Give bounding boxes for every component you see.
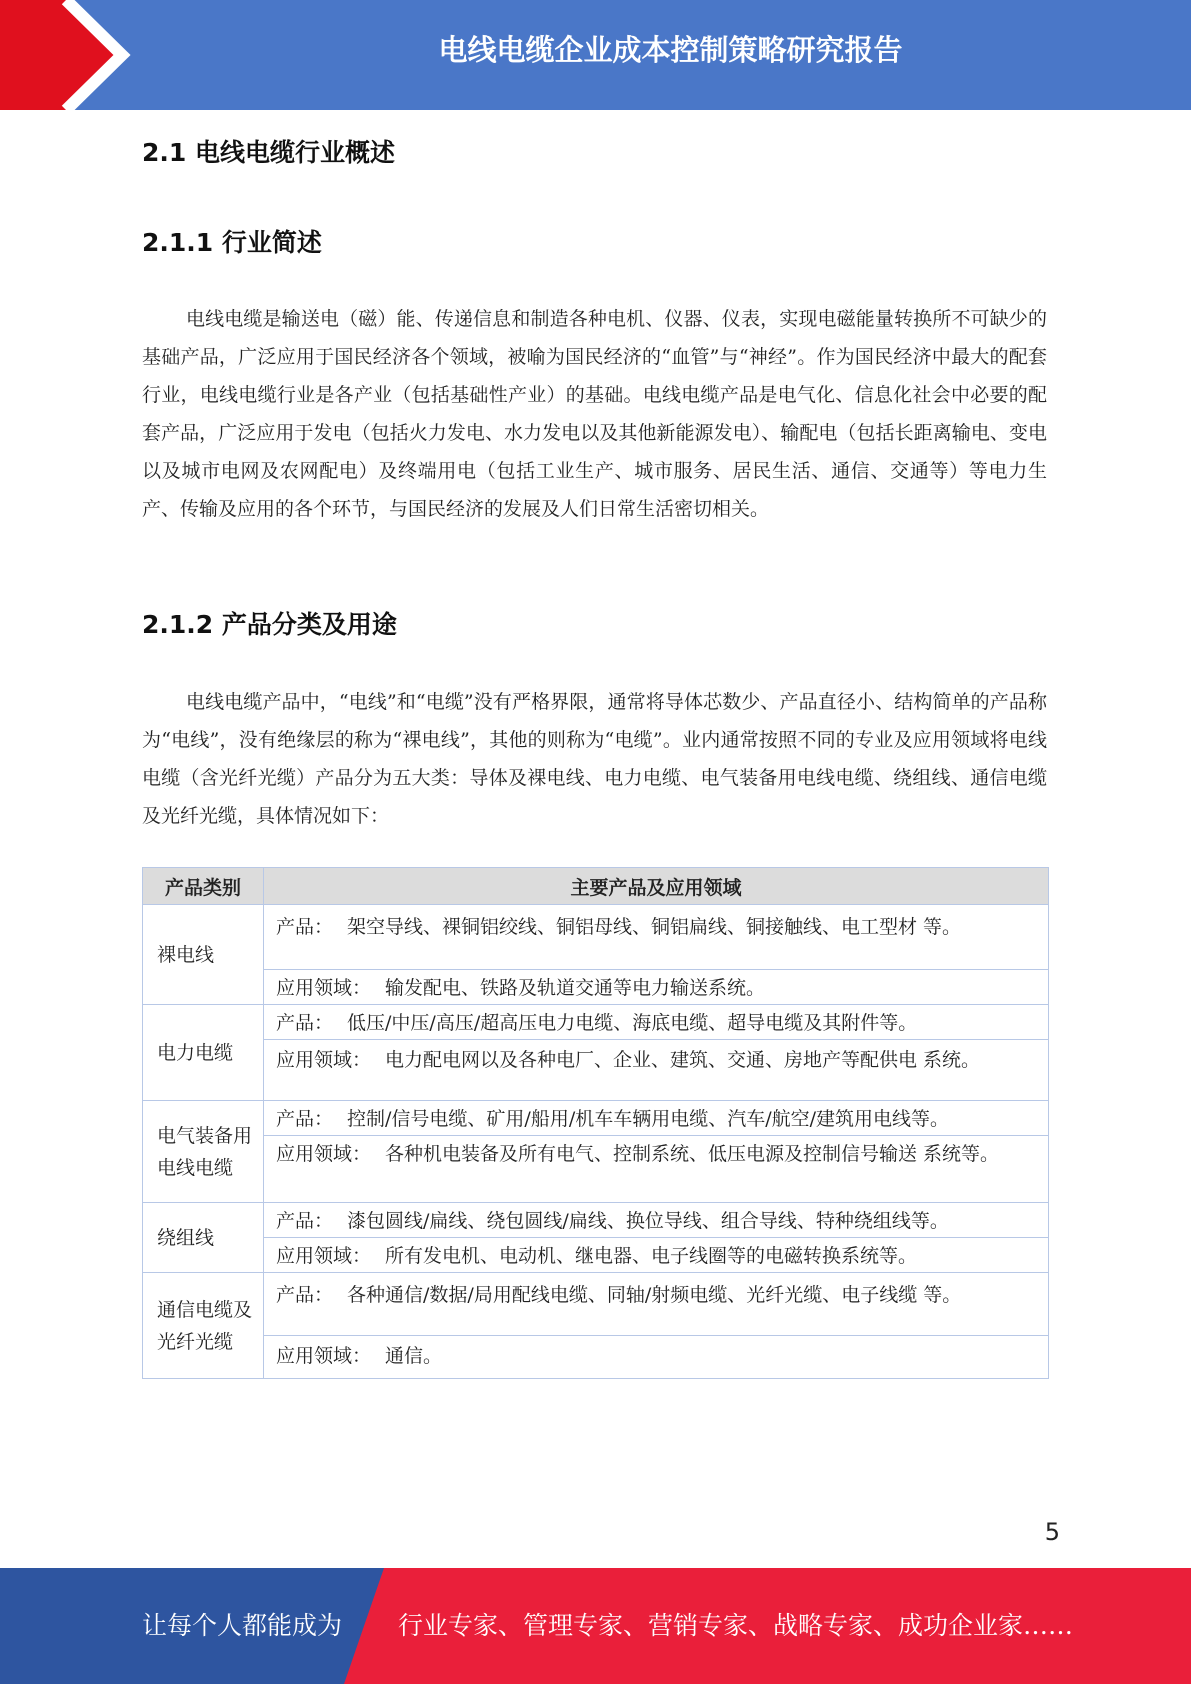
category-cell: 绕组线: [143, 1203, 264, 1273]
usage-label: 应用领域：: [276, 1049, 372, 1071]
usage-cell: [264, 1336, 1049, 1379]
usage-text: 输发配电、铁路及轨道交通等电力输送系统。: [385, 977, 766, 999]
usage-label: 应用领域：: [276, 1345, 372, 1367]
category-cell: 裸电线: [143, 905, 264, 1005]
footer-slogan-left: 让每个人都能成为: [142, 1611, 343, 1640]
red-arrow-icon: [0, 0, 160, 110]
product-cell: [264, 1101, 1049, 1136]
usage-cell: [264, 1238, 1049, 1273]
column-header-products: 主要产品及应用领域: [264, 868, 1049, 905]
usage-text: 电力配电网以及各种电厂、企业、建筑、交通、房地产等配供电 系统。: [385, 1049, 981, 1071]
product-text: 控制/信号电缆、矿用/船用/机车车辆用电缆、汽车/航空/建筑用电线等。: [347, 1108, 950, 1130]
section-heading-2-1-1: 2.1.1 行业简述: [142, 228, 322, 257]
table-header-row: [143, 868, 1049, 905]
product-text: 漆包圆线/扁线、绕包圆线/扁线、换位导线、组合导线、特种绕组线等。: [347, 1210, 949, 1232]
table-row: [143, 1273, 1049, 1336]
product-label: 产品：: [276, 916, 334, 938]
product-cell: [264, 905, 1049, 970]
usage-cell: [264, 1040, 1049, 1101]
product-text: 架空导线、裸铜铝绞线、铜铝母线、铜铝扁线、铜接触线、电工型材 等。: [347, 916, 962, 938]
category-cell: 通信电缆及光纤光缆: [143, 1273, 264, 1379]
table-row: [143, 1136, 1049, 1203]
footer-band: [0, 1568, 1191, 1684]
table-row: [143, 1040, 1049, 1101]
table-row: [143, 905, 1049, 970]
usage-label: 应用领域：: [276, 1143, 372, 1165]
usage-label: 应用领域：: [276, 1245, 372, 1267]
header-band: [0, 0, 1191, 110]
product-label: 产品：: [276, 1210, 334, 1232]
product-label: 产品：: [276, 1284, 334, 1306]
section-heading-2-1-2: 2.1.2 产品分类及用途: [142, 610, 397, 639]
paragraph-product-classification: 电线电缆产品中，“电线”和“电缆”没有严格界限，通常将导体芯数少、产品直径小、结构简单的产品称为“电线”，没有绝缘层的称为“裸电线”，其他的则称为“电缆”。业内通常按照不同的专业及应用领域将电线电缆（含光纤光缆）产品分为五大类：导体及裸电线、电力电缆、电气装备用电线电缆、绕组线、通信电缆及光纤光缆，具体情况如下：: [142, 691, 1047, 827]
product-label: 产品：: [276, 1108, 334, 1130]
product-cell: [264, 1203, 1049, 1238]
product-category-table: [142, 867, 1049, 1379]
usage-cell: [264, 1136, 1049, 1203]
page-number: 5: [1044, 1518, 1060, 1546]
usage-text: 各种机电装备及所有电气、控制系统、低压电源及控制信号输送 系统等。: [385, 1143, 1000, 1165]
section-heading-2-1: 2.1 电线电缆行业概述: [142, 138, 395, 167]
usage-text: 通信。: [385, 1345, 443, 1367]
product-text: 低压/中压/高压/超高压电力电缆、海底电缆、超导电缆及其附件等。: [347, 1012, 918, 1034]
product-text: 各种通信/数据/局用配线电缆、同轴/射频电缆、光纤光缆、电子线缆 等。: [347, 1284, 962, 1306]
table-row: [143, 1005, 1049, 1040]
category-cell: 电力电缆: [143, 1005, 264, 1101]
report-title: 电线电缆企业成本控制策略研究报告: [438, 33, 903, 67]
table-row: [143, 1203, 1049, 1238]
column-header-category: 产品类别: [143, 868, 264, 905]
category-cell: 电气装备用电线电缆: [143, 1101, 264, 1203]
table-row: [143, 970, 1049, 1005]
product-cell: [264, 1273, 1049, 1336]
paragraph-industry-overview: 电线电缆是输送电（磁）能、传递信息和制造各种电机、仪器、仪表，实现电磁能量转换所不可缺少的基础产品，广泛应用于国民经济各个领域，被喻为国民经济的“血管”与“神经”。作为国民经济中最大的配套行业，电线电缆行业是各产业（包括基础性产业）的基础。电线电缆产品是电气化、信息化社会中必要的配套产品，广泛应用于发电（包括火力发电、水力发电以及其他新能源发电）、输配电（包括长距离输电、变电以及城市电网及农网配电）及终端用电（包括工业生产、城市服务、居民生活、通信、交通等）等电力生产、传输及应用的各个环节，与国民经济的发展及人们日常生活密切相关。: [142, 308, 1047, 520]
table-row: [143, 1336, 1049, 1379]
product-label: 产品：: [276, 1012, 334, 1034]
usage-label: 应用领域：: [276, 977, 372, 999]
usage-text: 所有发电机、电动机、继电器、电子线圈等的电磁转换系统等。: [385, 1245, 918, 1267]
usage-cell: [264, 970, 1049, 1005]
table-row: [143, 1101, 1049, 1136]
product-cell: [264, 1005, 1049, 1040]
footer-slogan-right: 行业专家、管理专家、营销专家、战略专家、成功企业家……: [398, 1611, 1074, 1640]
table-row: [143, 1238, 1049, 1273]
